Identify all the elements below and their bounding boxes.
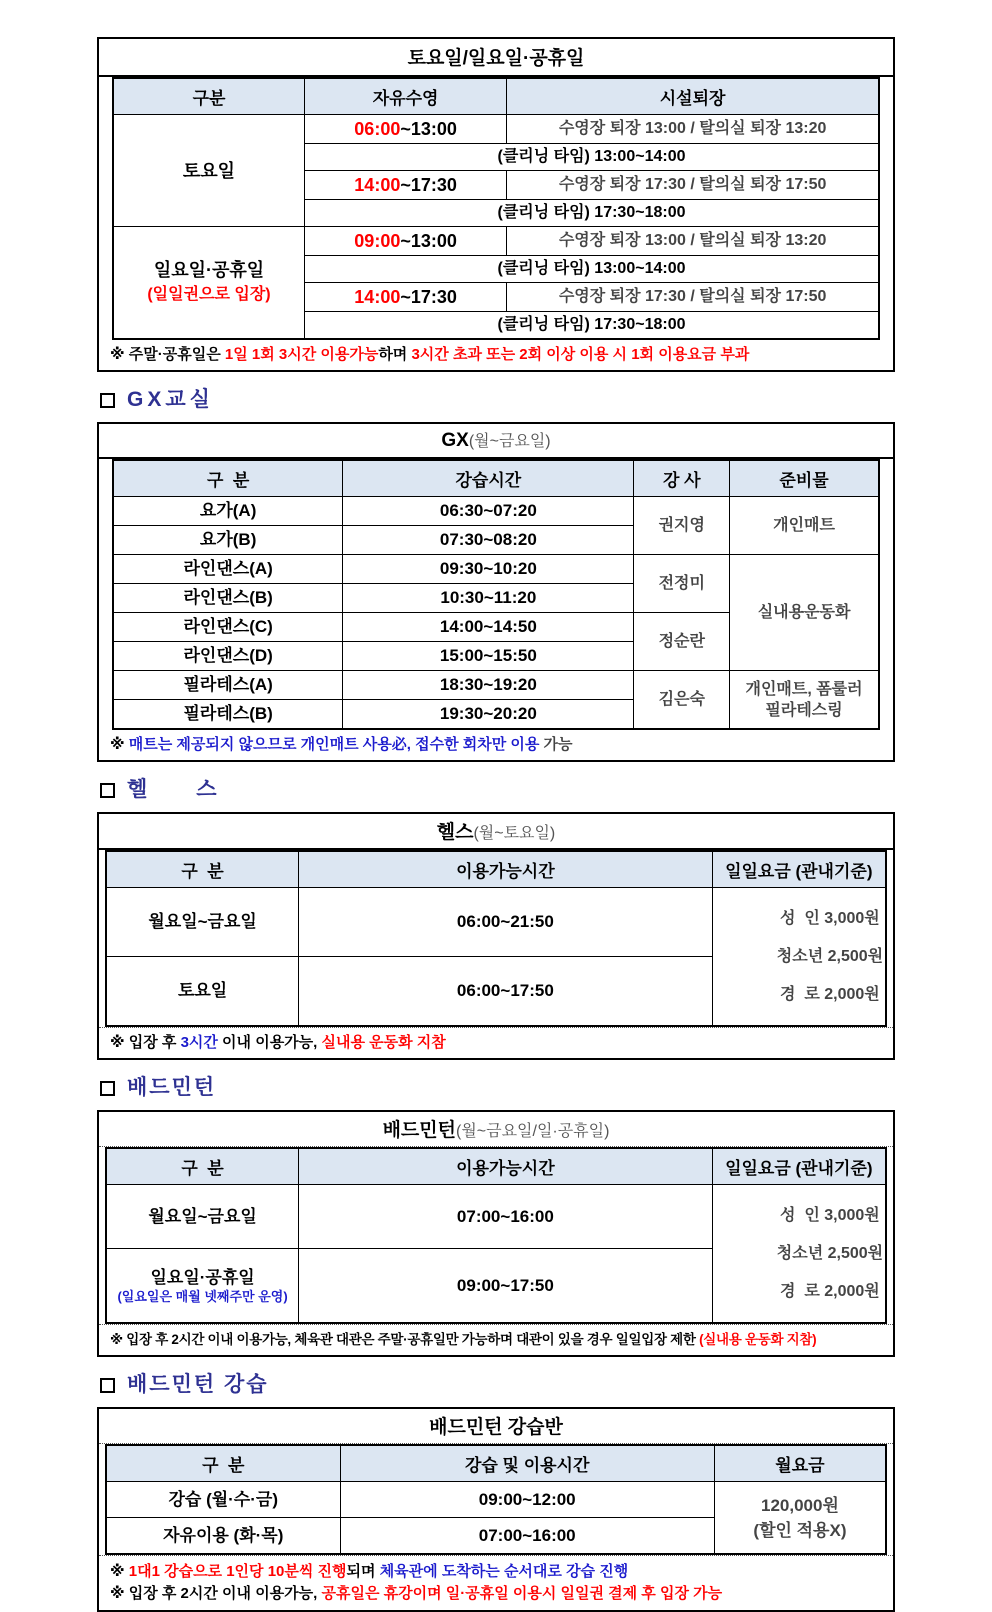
fee-adult: 성 인 3,000원 — [780, 1207, 880, 1224]
class-name-cell: 요가(A) — [113, 497, 343, 526]
class-name-cell: 라인댄스(C) — [113, 613, 343, 642]
day-sublabel: (일요일은 매월 넷째주만 운영) — [117, 1289, 288, 1305]
exit-cell: 수영장 퇴장 17:30 / 탈의실 퇴장 17:50 — [507, 283, 879, 312]
lesson-type-cell: 자유이용 (화·목) — [106, 1518, 340, 1555]
preparation-cell — [730, 671, 879, 730]
badminton-table — [105, 1147, 887, 1324]
time-cell: 09:00~12:00 — [340, 1482, 714, 1518]
time-cell: 09:00~13:00 — [305, 227, 507, 256]
health-header-row — [106, 851, 886, 888]
table-row — [113, 227, 879, 256]
col-header-lesson-time: 강습 및 이용시간 — [340, 1445, 714, 1482]
time-cell: 06:00~17:50 — [299, 956, 712, 1026]
badminton-box — [97, 1110, 895, 1357]
cleaning-cell: (클리닝 타임) 17:30~18:00 — [305, 200, 880, 227]
class-time-cell: 10:30~11:20 — [343, 584, 634, 613]
class-name-cell: 라인댄스(D) — [113, 642, 343, 671]
day-cell: 월요일~금요일 — [106, 888, 299, 957]
class-time-cell: 14:00~14:50 — [343, 613, 634, 642]
lesson-note-2: ※ 입장 후 2시간 이내 이용가능, 공휴일은 휴강이며 일·공휴일 이용시 일일권 결제 후 입장 가능 — [110, 1585, 723, 1602]
weekend-table — [112, 77, 880, 340]
weekend-table-title: 토요일/일요일·공휴일 — [99, 39, 893, 77]
gx-header-row — [113, 460, 879, 497]
col-header-daily-fee: 일일요금 (관내기준) — [712, 851, 886, 888]
monthly-fee-cell — [714, 1482, 886, 1555]
day-cell: 토요일 — [106, 956, 299, 1026]
class-name-cell: 라인댄스(B) — [113, 584, 343, 613]
col-header-preparation: 준비물 — [730, 460, 879, 497]
exit-cell: 수영장 퇴장 13:00 / 탈의실 퇴장 13:20 — [507, 227, 879, 256]
exit-cell: 수영장 퇴장 13:00 / 탈의실 퇴장 13:20 — [507, 115, 879, 144]
class-name-cell: 필라테스(B) — [113, 700, 343, 730]
col-header-category: 구 분 — [106, 851, 299, 888]
time-cell: 09:00~17:50 — [299, 1249, 712, 1323]
sunday-holiday-cell — [113, 227, 305, 340]
section-title-health: 헬 스 — [127, 778, 219, 801]
preparation-cell: 개인매트 — [730, 497, 879, 555]
col-header-class-time: 강습시간 — [343, 460, 634, 497]
gx-box — [97, 422, 895, 762]
class-time-cell: 15:00~15:50 — [343, 642, 634, 671]
section-heading-gx — [100, 387, 895, 413]
badminton-note: ※ 입장 후 2시간 이내 이용가능, 체육관 대관은 주말·공휴일만 가능하며 대관이 있을 경우 일일입장 제한 (실내용 운동화 지참) — [99, 1324, 893, 1355]
lesson-table-title: 배드민턴 강습반 — [99, 1409, 893, 1444]
class-name-cell: 라인댄스(A) — [113, 555, 343, 584]
instructor-cell: 김은숙 — [634, 671, 730, 730]
col-header-monthly-fee: 월요금 — [714, 1445, 886, 1482]
class-name-cell: 필라테스(A) — [113, 671, 343, 700]
gx-note: ※ 매트는 제공되지 않으므로 개인매트 사용必, 접수한 회차만 이용 가능 — [110, 736, 573, 753]
gx-table-title — [99, 424, 893, 459]
col-header-instructor: 강 사 — [634, 460, 730, 497]
table-row — [113, 115, 879, 144]
table-row — [113, 555, 879, 584]
instructor-cell: 권지영 — [634, 497, 730, 555]
fee-cell — [712, 888, 886, 1027]
sunday-holiday-sublabel: (일일권으로 입장) — [147, 286, 271, 303]
table-row — [106, 888, 886, 957]
fee-amount: 120,000원 — [761, 1495, 839, 1515]
lesson-note-1: ※ 1대1 강습으로 1인당 10분씩 진행되며 체육관에 도착하는 순서대로 강습 진행 — [110, 1563, 629, 1580]
fee-youth: 청소년 2,500원 — [776, 1245, 884, 1262]
health-note: ※ 입장 후 3시간 이내 이용가능, 실내용 운동화 지참 — [99, 1027, 893, 1058]
time-cell: 07:00~16:00 — [340, 1518, 714, 1555]
table-row — [113, 671, 879, 700]
time-cell: 14:00~17:30 — [305, 283, 507, 312]
class-time-cell: 18:30~19:20 — [343, 671, 634, 700]
fee-discount-note: (할인 적용X) — [753, 1520, 847, 1540]
document-content — [97, 37, 895, 1612]
fee-senior: 경 로 2,000원 — [780, 1283, 880, 1300]
health-table-wrap — [99, 850, 893, 1027]
col-header-category: 구 분 — [113, 460, 343, 497]
health-box — [97, 812, 895, 1060]
col-header-available-time: 이용가능시간 — [299, 1148, 712, 1185]
time-cell: 06:00~21:50 — [299, 888, 712, 957]
section-title-gx: GX교실 — [127, 388, 214, 411]
day-cell: 월요일~금요일 — [106, 1185, 299, 1249]
lesson-table — [105, 1444, 887, 1555]
fee-youth: 청소년 2,500원 — [776, 948, 884, 965]
section-heading-health — [100, 777, 895, 803]
saturday-cell — [113, 115, 305, 227]
class-time-cell: 06:30~07:20 — [343, 497, 634, 526]
class-time-cell: 07:30~08:20 — [343, 526, 634, 555]
col-header-daily-fee: 일일요금 (관내기준) — [712, 1148, 886, 1185]
fee-adult: 성 인 3,000원 — [780, 910, 880, 927]
table-row — [106, 1482, 886, 1518]
cleaning-cell: (클리닝 타임) 13:00~14:00 — [305, 144, 880, 171]
lesson-header-row — [106, 1445, 886, 1482]
class-time-cell: 19:30~20:20 — [343, 700, 634, 730]
cleaning-cell: (클리닝 타임) 17:30~18:00 — [305, 312, 880, 340]
health-table-title — [99, 814, 893, 850]
class-time-cell: 09:30~10:20 — [343, 555, 634, 584]
preparation-line1: 개인매트, 폼룰러 — [745, 680, 863, 698]
preparation-line2: 필라테스링 — [765, 701, 843, 719]
square-bullet-icon — [100, 1081, 115, 1096]
time-cell: 07:00~16:00 — [299, 1185, 712, 1249]
gx-table-wrap — [99, 459, 893, 730]
gx-title-sub: (월~금요일) — [468, 433, 551, 450]
col-header-facility-exit: 시설퇴장 — [507, 78, 879, 115]
fee-cell — [712, 1185, 886, 1324]
badminton-title-sub: (월~금요일/일·공휴일) — [456, 1123, 610, 1140]
health-title-sub: (월~토요일) — [473, 825, 556, 842]
section-heading-badminton-lesson — [100, 1372, 895, 1398]
preparation-cell: 실내용운동화 — [730, 555, 879, 671]
class-name-cell: 요가(B) — [113, 526, 343, 555]
lesson-table-wrap — [99, 1444, 893, 1555]
day-cell — [106, 1249, 299, 1323]
fee-senior: 경 로 2,000원 — [780, 986, 880, 1003]
time-cell: 14:00~17:30 — [305, 171, 507, 200]
lesson-notes — [99, 1555, 893, 1610]
section-heading-badminton — [100, 1075, 895, 1101]
section-title-badminton: 배드민턴 — [127, 1076, 217, 1099]
weekend-note: ※ 주말·공휴일은 1일 1회 3시간 이용가능하며 3시간 초과 또는 2회 이상 이용 시 1회 이용요금 부과 — [110, 346, 750, 363]
square-bullet-icon — [100, 393, 115, 408]
instructor-cell: 전정미 — [634, 555, 730, 613]
weekend-table-wrap — [99, 77, 893, 340]
gx-table — [112, 459, 880, 730]
col-header-category: 구 분 — [106, 1445, 340, 1482]
sunday-holiday-label: 일요일·공휴일 — [153, 260, 265, 280]
col-header-available-time: 이용가능시간 — [299, 851, 712, 888]
square-bullet-icon — [100, 783, 115, 798]
gx-title-main: GX — [441, 430, 469, 451]
badminton-table-title — [99, 1112, 893, 1147]
badminton-title-main: 배드민턴 — [382, 1120, 456, 1141]
instructor-cell: 정순란 — [634, 613, 730, 671]
section-title-badminton-lesson: 배드민턴 강습 — [127, 1373, 269, 1396]
day-label: 일요일·공휴일 — [150, 1268, 255, 1288]
badminton-table-wrap — [99, 1147, 893, 1324]
exit-cell: 수영장 퇴장 17:30 / 탈의실 퇴장 17:50 — [507, 171, 879, 200]
weekend-header-row — [113, 78, 879, 115]
weekend-swim-box — [97, 37, 895, 372]
table-row — [106, 1185, 886, 1249]
health-table — [105, 850, 887, 1027]
table-row — [113, 497, 879, 526]
time-cell: 06:00~13:00 — [305, 115, 507, 144]
lesson-type-cell: 강습 (월·수·금) — [106, 1482, 340, 1518]
badminton-header-row — [106, 1148, 886, 1185]
health-title-main: 헬스 — [436, 822, 474, 843]
cleaning-cell: (클리닝 타임) 13:00~14:00 — [305, 256, 880, 283]
saturday-label: 토요일 — [182, 160, 236, 181]
col-header-category: 구 분 — [106, 1148, 299, 1185]
col-header-free-swim: 자유수영 — [305, 78, 507, 115]
col-header-category: 구분 — [113, 78, 305, 115]
square-bullet-icon — [100, 1378, 115, 1393]
badminton-lesson-box — [97, 1407, 895, 1612]
